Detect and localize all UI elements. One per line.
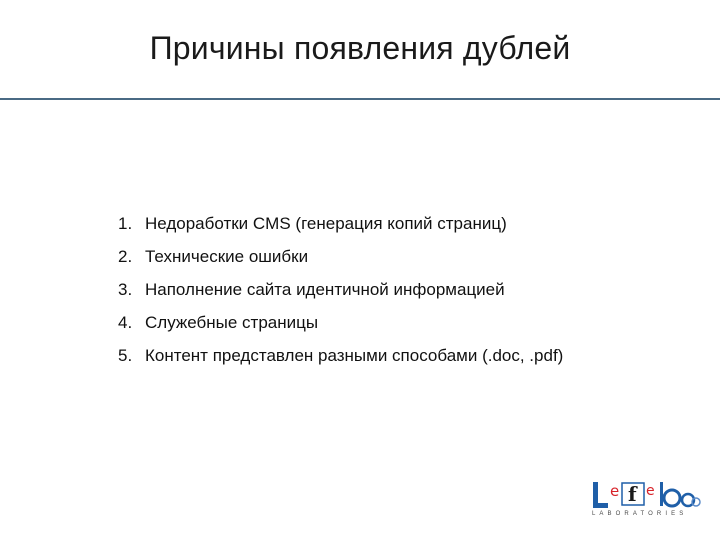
list-item xyxy=(118,313,563,346)
lefeb-logo-icon xyxy=(592,480,704,510)
list-item xyxy=(118,280,563,313)
list-item-number: 5. xyxy=(118,346,133,365)
svg-text:f: f xyxy=(628,482,637,506)
list-item-text: Контент представлен разными способами (.doc, .pdf) xyxy=(145,346,564,365)
list-item-number: 1. xyxy=(118,214,133,233)
list-item-number: 4. xyxy=(118,313,133,332)
list-item-number: 3. xyxy=(118,280,133,299)
title-divider xyxy=(0,98,720,100)
list-item xyxy=(118,214,563,247)
list-item xyxy=(118,346,563,379)
list-item-text: Технические ошибки xyxy=(145,247,309,266)
list-item-text: Наполнение сайта идентичной информацией xyxy=(145,280,505,299)
svg-text:e: e xyxy=(610,482,620,500)
logo-subtitle: LABORATORIES xyxy=(592,511,688,517)
list-item-text: Недоработки CMS (генерация копий страниц) xyxy=(145,214,507,233)
company-logo xyxy=(592,480,704,522)
list-item-text: Служебные страницы xyxy=(145,313,319,332)
svg-text:e: e xyxy=(646,483,655,499)
list-item-number: 2. xyxy=(118,247,133,266)
reasons-list xyxy=(118,214,563,379)
list-item xyxy=(118,247,563,280)
slide-title: Причины появления дублей xyxy=(149,30,571,66)
